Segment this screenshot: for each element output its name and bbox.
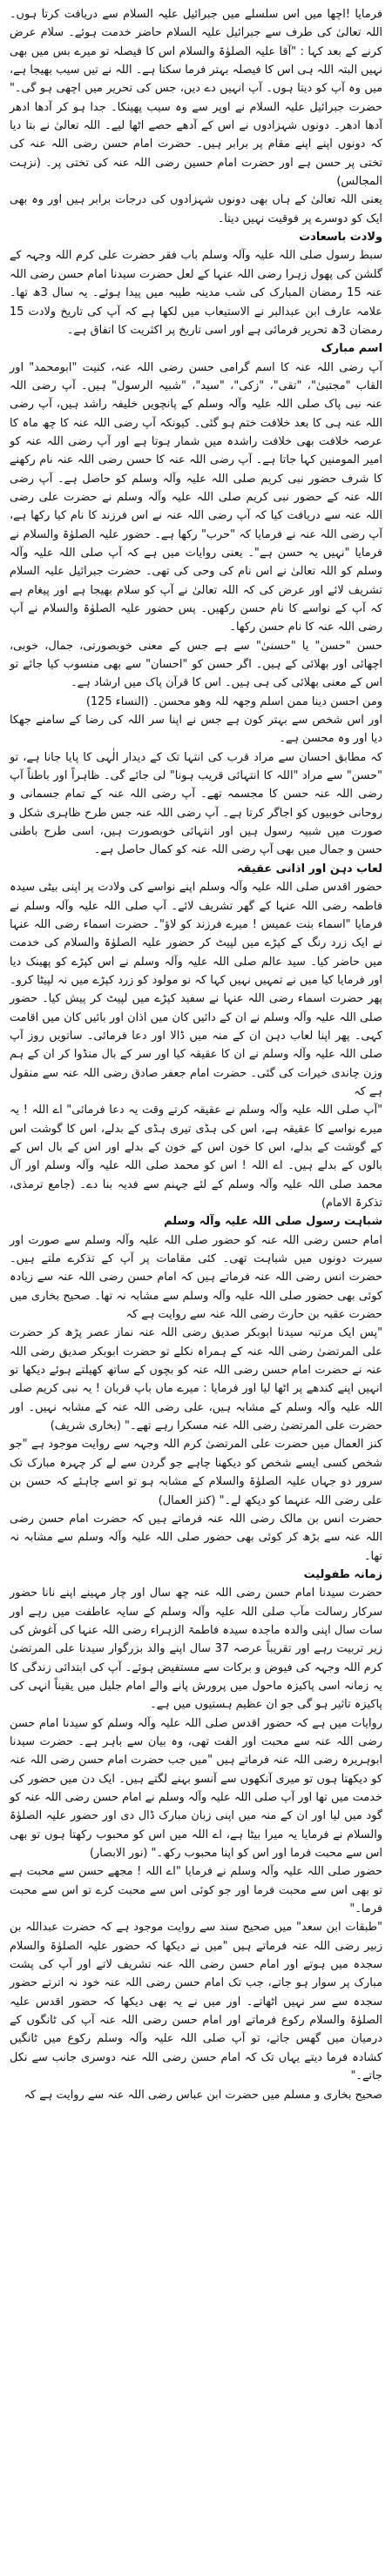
- body-paragraph: کہ مطابق احسان سے مراد قرب کی انتہا تک کے دیدار الٰہی کا پایا جانا ہے، تو "حسن" سے مراد "اللہ کا انتہائی قریب ہونا" لی جائے گی۔ ظاہراً اور باطناً آپ رضی اللہ عنہ حسن کا مجسمہ تھے۔ آپ رضی اللہ عنہ کے تمام جسمانی و روحانی خوبیوں کو اجاگر کرتا ہے۔ آپ رضی اللہ عنہ جس طرح ظاہری شکل و صورت میں شبیہ رسول ہیں اور انتہائی خوبصورت ہیں، اسی طرح باطنی حسن و جمال میں بھی آپ رضی اللہ عنہ کو کمال حاصل ہے۔: [10, 750, 382, 857]
- body-paragraph: "آپ صلی اللہ علیہ وآلہ وسلم نے عقیقہ کرتے وقت یہ دعا فرمائی" اے اللہ ! یہ میرے نواسے کا عقیقہ ہے، اس کی ہڈی تیری ہڈی کے بدلے، اس کا گوشت اس کے گوشت کے بدلے، اس کا خون اس کے خون کے بدلے اور اس کے بال اس کے بالوں کے بدلے ہیں۔ اے اللہ ! اس کو محمد صلی اللہ علیہ وآلہ وسلم اور آل محمد صلی اللہ علیہ وآلہ وسلم کے لئے جہنم سے فدیہ بنا دے۔ (جامع ترمذی، تذکرۃ الامام): [10, 1104, 382, 1210]
- body-paragraph: روایات میں ہے کہ حضور اقدس صلی اللہ علیہ وآلہ وسلم کو سیدنا امام حسن رضی اللہ عنہ سے محبت اور الفت تھی، وہ بیان سے باہر ہے۔ حضرت سیدنا ابوہریرہ رضی اللہ عنہ فرماتے ہیں "میں جب حضرت امام حسن رضی اللہ عنہ کو دیکھتا ہوں تو میری آنکھوں سے آنسو بہنے لگتے ہیں۔ ایک دن میں حضور کی خدمت میں تھا اور آپ صلی اللہ علیہ وآلہ وسلم نے امام حسن رضی اللہ عنہ کو گود میں لیا اور ان کے منہ میں اپنی زبان مبارک ڈال دی اور حضور علیہ الصلوٰۃ والسلام نے فرمایا یہ میرا بیٹا ہے، اے اللہ میں اس کو محبوب رکھتا ہوں تو بھی اس سے محبت فرما اور اس کو اپنا محبوب رکھ۔" (نور الابصار): [10, 1716, 382, 1861]
- verse-translation: اور اس شخص سے بہتر کون ہے جس نے اپنا سر اللہ کی رضا کے سامنے جھکا دیا اور وہ محسن ہے۔: [10, 714, 382, 746]
- body-paragraph: امام حسن رضی اللہ عنہ کو حضور صلی اللہ علیہ وآلہ وسلم سے صورت اور سیرت دونوں میں شباہت تھی۔ کئی مقامات پر آپ کے تذکرے ملتے ہیں۔ حضرت انس رضی اللہ عنہ فرماتے ہیں کہ امام حسن رضی اللہ عنہ سے زیادہ کوئی بھی حضور صلی اللہ علیہ وآلہ وسلم سے مشابہ نہ تھا۔ صحیح بخاری میں حضرت عقبہ بن حارث رضی اللہ عنہ سے روایت ہے کہ: [10, 1233, 382, 1322]
- body-paragraph: صحیح بخاری و مسلم میں حضرت ابن عباس رضی اللہ عنہ سے روایت ہے کہ: [24, 2088, 382, 2102]
- body-paragraph: "طبقات ابن سعد" میں صحیح سند سے روایت موجود ہے کہ حضرت عبداللہ بن زبیر رضی اللہ عنہ فرماتے ہیں "میں نے دیکھا کہ حضور علیہ الصلوٰۃ والسلام سجدہ میں ہوتے اور امام حسن رضی اللہ عنہ تشریف لاتے اور آپ کی پشت مبارک پر سوار ہو جاتے، جب تک امام حسن رضی اللہ عنہ خود نہ اترتے حضور سجدہ سے سر نہیں اٹھاتے۔ اور میں نے یہ بھی دیکھا کہ حضور اقدس علیہ الصلوٰۃ والسلام رکوع فرماتے اور امام حسن رضی اللہ عنہ آپ کی ٹانگوں کے درمیان میں گھس جاتے، تو آپ صلی اللہ علیہ وآلہ وسلم رکوع میں ٹانگیں کشادہ فرما دیتے یہاں تک کہ امام حسن رضی اللہ عنہ دوسری جانب سے نکل جاتے۔": [10, 1921, 382, 2083]
- body-paragraph: حضرت سیدنا امام حسن رضی اللہ عنہ چھ سال اور چار مہینے اپنے نانا حضور سرکار رسالت مآب صلی اللہ علیہ وآلہ وسلم کے سایہ عاطفت میں رہے اور سات سال اپنی والدہ ماجدہ سیدہ فاطمۃ الزہراء رضی اللہ عنہا کی آغوش کی زیر تربیت رہے اور تقریباً عرصہ 37 سال اپنے والد بزرگوار سیدنا علی المرتضیٰ کرم اللہ وجہہ کی فیوض و برکات سے مستفیض ہوئے۔ آپ کی ابتدائی زندگی کا یہ زمانہ اسی پاکیزہ ماحول میں پرورش پانے والے امام جلیل میں یقیناً انہی کی پاکیزہ تاثیر ہو گی جو ان عظیم ہستیوں میں ہے۔: [10, 1587, 382, 1712]
- body-paragraph: حضرت انس بن مالک رضی اللہ عنہ فرماتے ہیں کہ حضرت امام حسن رضی اللہ عنہ سے بڑھ کر کوئی بھی حضور صلی اللہ علیہ وآلہ وسلم سے مشابہ نہ تھا۔: [10, 1512, 382, 1563]
- section-heading: لعاب دہن اور اذانی عقیقہ: [237, 862, 382, 875]
- body-paragraph: حضور اقدس صلی اللہ علیہ وآلہ وسلم اپنے نواسے کی ولادت پر اپنی بیٹی سیدہ فاطمہ رضی اللہ عنہا کے گھر تشریف لائے۔ آپ صلی اللہ علیہ وآلہ وسلم نے فرمایا "اسماء بنت عمیس ! میرے فرزند کو لاؤ"۔ حضرت اسماء رضی اللہ عنہا نے ایک زرد رنگ کے کپڑے میں لپیٹ کر حضور علیہ الصلوٰۃ والسلام کی خدمت میں حاضر کیا۔ سید عالم صلی اللہ علیہ وآلہ وسلم نے اس کپڑے کو پھینک دیا اور فرمایا کیا میں نے تمہیں نہیں کہا کہ نو مولود کو زرد کپڑے میں نہ لپیٹا کرو۔ پھر حضرت اسماء رضی اللہ عنہا نے سفید کپڑے میں لپیٹ کر پیش کیا۔ حضور صلی اللہ علیہ وآلہ وسلم نے ان کے دائیں کان میں اذان اور بائیں کان میں اقامت کہی۔ پھر اپنا لعاب دہن ان کے منہ میں ڈالا اور دعا فرمائی۔ ساتویں روز آپ صلی اللہ علیہ وآلہ وسلم نے ان کا عقیقہ کیا اور سر کے بال منڈوا کر ان کے ہم وزن چاندی خیرات کی گئی۔ حضرت امام جعفر صادق رضی اللہ عنہ سے منقول ہے کہ: [10, 881, 382, 1098]
- body-paragraph: سبط رسول صلی اللہ علیہ وآلہ وسلم باب فقر حضرت علی کرم اللہ وجہہ کے گلشن کی پھول زہرا رضی اللہ عنہا کے لعل حضرت سیدنا امام حسن رضی اللہ عنہ 15 رمضان المبارک کی شب مدینہ طیبہ میں پیدا ہوئے۔ یہ سال 3ھ تھا۔ علامہ عارف ابن عبدالبر نے الاستیعاب میں لکھا ہے کہ آپ کی تاریخ ولادت 15 رمضان 3ھ تحریر فرمائی ہے اور اسی تاریخ پر اکثریت کا اتفاق ہے۔: [10, 249, 383, 337]
- section-heading: ولادت باسعادت: [299, 231, 382, 245]
- body-paragraph: یعنی اللہ تعالیٰ کے ہاں بھی دونوں شہزادوں کی درجات برابر ہیں اور وہ بھی ایک کو دوسرے پر فوقیت نہیں دیتا۔: [10, 193, 382, 225]
- body-paragraph: فرمایا !اچھا میں اس سلسلے میں جبرائیل علیہ السلام سے دریافت کرتا ہوں۔ اللہ تعالیٰ کی طرف سے جبرائیل علیہ السلام حاضر خدمت ہوئے۔ سلام عرض کرنے کے بعد کہا : "آقا علیہ الصلوٰۃ والسلام اس کا فیصلہ تو میرے بس میں بھی نہیں البتہ اللہ ہی اس کا فیصلہ بہتر فرما سکتا ہے۔ اللہ نے تیں سیب بھیجا ہے، میں وہ آپ کو دیتا ہوں۔ آپ انہیں دے دیں، جس کی تحریر میں اچھی ہو گی۔" حضرت جبرائیل علیہ السلام نے اوپر سے وہ سیب پھینکا۔ جدا ہو کر آدھا ادھر آدھا ادھر۔ دونوں شہزادوں نے اس کے آدھے حصے اٹھا لیے۔ اللہ تعالیٰ نے بتا دیا کہ دونوں اپنے اپنے مقام پر برابر ہیں۔ حضرت امام حسن رضی اللہ عنہ کی تختی پر حسن ہے اور حضرت امام حسین رضی اللہ عنہ کی تختی پر۔ (نزہت المجالس): [10, 8, 382, 189]
- body-paragraph: حضور صلی اللہ علیہ وآلہ وسلم نے فرمایا "اے اللہ ! مجھے حسن سے محبت ہے تو بھی اس سے محبت فرما اور جو کوئی اس سے محبت کرے تو اس سے محبت فرما۔": [10, 1865, 382, 1916]
- body-paragraph: آپ رضی اللہ عنہ کا اسم گرامی حسن رضی اللہ عنہ، کنیت "ابومحمد" اور القاب "مجتبیٰ"، "تقی"، "زکی"، "سید"، "شبیہ الرسول" ہیں۔ آپ رضی اللہ عنہ نبی پاک صلی اللہ علیہ وآلہ وسلم کے پانچویں خلیفہ راشد ہیں، آپ رضی اللہ عنہ ہی کا بعد خلافت ختم ہو گئی۔ کیونکہ آپ رضی اللہ عنہ کا چھ ماہ کا عرصہ خلافت بھی خلافت راشدہ میں شمار ہوتا ہے اور آپ رضی اللہ عنہ کو امیر المومنین کہا جاتا ہے۔ آپ رضی اللہ عنہ کا حسن رضی اللہ عنہ نام رکھنے کا شرف حضور نبی کریم صلی اللہ علیہ وآلہ وسلم کو حاصل ہے۔ آپ رضی اللہ عنہ کے حضور نبی کریم صلی اللہ علیہ وآلہ وسلم نے حضرت علی رضی اللہ عنہ سے دریافت کیا کہ آپ رضی اللہ عنہ نے اس فرزند کا نام کیا رکھا ہے، آپ رضی اللہ عنہ نے فرمایا کہ "حرب" رکھا ہے۔ حضور علیہ الصلوٰۃ والسلام نے فرمایا "نہیں یہ حسن ہے"۔ یعنی روایات میں ہے کہ آپ صلی اللہ علیہ وآلہ وسلم کو اللہ تعالیٰ نے اس نام کی وحی کی تھی۔ حضرت جبرائیل علیہ السلام تشریف لائے اور عرض کی کہ اللہ تعالیٰ نے آپ کو سلام بھیجا ہے اور پیغام ہے کہ آپ کے نواسے کا نام حسن رکھیں۔ پس حضور علیہ الصلوٰۃ والسلام نے آپ رضی اللہ عنہ کا نام حسن رکھا۔: [10, 360, 382, 634]
- body-paragraph: حسن "حسن" یا "حسنیٰ" سے ہے جس کے معنی خوبصورتی، جمال، خوبی، اچھائی اور بھلائی کے ہیں۔ اگر حسن کو "احسان" سے بھی منسوب کیا جائے تو اس کے معنی بھلائی کی ہی ہیں۔ اس کا قرآن پاک میں ارشاد ہے۔: [10, 639, 382, 690]
- section-heading: شباہت رسول صلی اللہ علیہ وآلہ وسلم: [164, 1215, 382, 1229]
- section-heading: اسم مبارک: [321, 342, 382, 356]
- body-paragraph: "پس ایک مرتبہ سیدنا ابوبکر صدیق رضی اللہ عنہ نماز عصر پڑھ کر حضرت علی المرتضیٰ رضی اللہ عنہ کے ہمراہ نکلے تو حضرت ابوبکر صدیق رضی اللہ عنہ نے حضرت امام حسن رضی اللہ عنہ کو بچوں کے ساتھ کھیلتے ہوئے دیکھا تو انہیں اپنے کندھے پر اٹھا لیا اور فرمایا : میرے ماں باپ قربان ! یہ نبی کریم صلی اللہ علیہ وآلہ وسلم کے مشابہ ہیں، علی رضی اللہ عنہ کے مشابہ نہیں۔ اور حضرت علی المرتضیٰ رضی اللہ عنہ مسکرا رہے تھے۔" (بخاری شریف): [10, 1326, 382, 1433]
- quran-verse: ومن احسن دینا ممن اسلم وجھہ للہ وھو محسن۔ (النساء 125): [85, 694, 382, 708]
- body-paragraph: کنز العمال میں حضرت علی المرتضیٰ کرم اللہ وجہہ سے روایت موجود ہے "جو شخص کسی ایسے شخص کو دیکھنا چاہے جو گردن سے لے کر چہرہ مبارک تک سرور دو جہاں علیہ الصلوٰۃ والسلام کے مشابہ ہو تو اسے چاہئے کہ حسن بن علی رضی اللہ عنہما کو دیکھ لے۔" (کنز العمال): [10, 1438, 382, 1507]
- section-heading: زمانہ طفولیت: [303, 1567, 382, 1581]
